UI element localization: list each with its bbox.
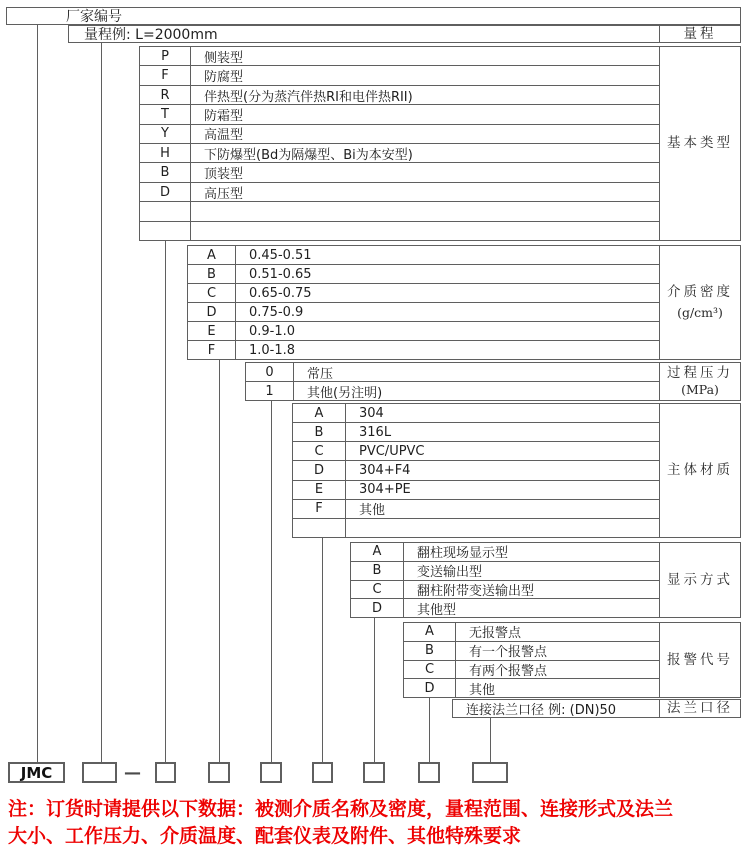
selection-block-alarm [403,622,741,698]
code-box-material [312,762,333,783]
category-label-display: 显示方式 [659,543,740,617]
manufacturer-number-row [6,7,741,25]
table-row [246,381,659,400]
table-row [140,182,659,201]
desc-cell: 304+PE [359,482,411,498]
code-cell: C [404,661,456,679]
manufacturer-number-label: 厂家编号 [66,9,122,25]
desc-cell: 其他(另注明) [307,385,383,400]
code-box-basic-type [155,762,176,783]
code-cell: C [293,442,346,460]
flange-row [452,699,741,718]
table-row-empty [140,201,659,220]
selection-block-display [350,542,741,618]
table-row [351,598,659,617]
code-cell: 1 [246,382,294,400]
desc-cell: 0.51-0.65 [249,266,312,282]
desc-cell: 顶装型 [204,167,244,182]
leader-line-alarm [429,698,430,762]
model-prefix-box [8,762,65,783]
desc-cell: 0.9-1.0 [249,323,296,339]
table-row [351,543,659,561]
code-cell: F [188,341,236,359]
table-row [140,124,659,143]
range-row [68,25,741,43]
range-example-text: 量程例: L=2000mm [84,27,218,42]
table-row-empty [140,221,659,240]
category-label-range: 量程 [659,26,740,42]
table-row-empty [293,518,659,537]
desc-cell [346,519,659,537]
code-box-range [82,762,117,783]
code-cell: Y [140,125,191,143]
table-row [188,321,659,340]
code-box-flange [472,762,508,783]
table-row [404,641,659,660]
table-row [404,660,659,679]
code-cell: B [404,642,456,660]
leader-line-material [322,538,323,762]
desc-cell: 翻柱现场显示型 [417,546,509,561]
table-row [293,441,659,460]
table-row [188,283,659,302]
desc-cell: 翻柱附带变送输出型 [417,583,535,599]
code-box-density [208,762,230,783]
desc-cell: 1.0-1.8 [249,342,296,358]
code-cell: C [351,581,404,599]
code-cell: D [404,679,456,697]
desc-cell: 316L [359,424,392,440]
leader-line-range [101,43,102,762]
code-cell: A [293,404,346,422]
code-box-display [363,762,385,783]
desc-cell: 0.75-0.9 [249,304,304,320]
code-cell: A [404,623,456,641]
table-row [246,363,659,381]
desc-cell: 无报警点 [469,626,522,641]
leader-line-density [219,360,220,762]
category-label-flange: 法兰口径 [659,700,740,717]
category-label-pressure: 过程压力 (MPa) [659,363,740,400]
ordering-note-line2: 大小、工作压力、介质温度、配套仪表及附件、其他特殊要求 [8,825,522,845]
table-row [351,580,659,599]
table-row [140,85,659,104]
table-row [140,65,659,84]
code-cell: B [140,163,191,181]
desc-cell: 有一个报警点 [469,645,548,660]
selection-block-basic-type [139,46,741,241]
desc-cell: 侧装型 [204,50,244,66]
model-prefix-label: JMC [20,763,53,782]
ordering-note [8,796,748,845]
desc-cell: 其他 [359,503,386,518]
category-label-density-unit: (g/cm³) [677,305,723,321]
desc-cell: 304 [359,405,384,421]
table-row [140,162,659,181]
code-cell: B [188,265,236,283]
code-cell: T [140,105,191,123]
code-cell: D [351,599,404,617]
table-row [293,499,659,518]
desc-cell: 常压 [307,366,334,381]
table-row [188,340,659,359]
category-label-alarm: 报警代号 [659,623,740,697]
table-row [188,264,659,283]
category-label-pressure-unit: (MPa) [681,382,719,398]
desc-cell [191,202,659,220]
flange-desc: 连接法兰口径 例: (DN)50 [466,703,617,717]
selection-block-pressure [245,362,741,401]
desc-cell: 其他 [469,682,496,697]
code-cell: A [351,543,404,561]
desc-cell: 防腐型 [204,70,244,85]
desc-cell: 下防爆型(Bd为隔爆型、Bi为本安型) [204,147,413,163]
desc-cell: 伴热型(分为蒸汽伴热RI和电伴热RII) [204,89,413,105]
category-label-material: 主体材质 [659,404,740,537]
desc-cell: 变送输出型 [417,565,483,580]
table-row [140,104,659,123]
table-row [404,678,659,697]
leader-line-manufacturer [37,25,38,762]
code-cell: P [140,47,191,65]
code-cell: R [140,86,191,104]
table-row [293,422,659,441]
table-row [404,623,659,641]
code-cell [140,222,191,240]
code-cell [140,202,191,220]
table-row [293,404,659,422]
code-cell: A [188,246,236,264]
category-label-density: 介质密度 (g/cm³) [659,246,740,359]
desc-cell: 0.45-0.51 [249,247,312,263]
model-separator: — [124,762,141,783]
code-cell [293,519,346,537]
desc-cell: 防霜型 [204,108,244,124]
code-cell: B [351,562,404,580]
code-box-alarm [418,762,440,783]
code-cell: F [140,66,191,84]
desc-cell [191,222,659,240]
desc-cell: PVC/UPVC [359,443,425,459]
code-cell: C [188,284,236,302]
table-row [188,302,659,321]
code-cell: E [188,322,236,340]
category-label-basic-type: 基本类型 [659,47,740,240]
desc-cell: 有两个报警点 [469,663,548,679]
desc-cell: 304+F4 [359,462,411,478]
selection-block-material [292,403,741,538]
leader-line-flange [490,718,491,762]
code-cell: E [293,481,346,499]
table-row [293,480,659,499]
desc-cell: 0.65-0.75 [249,285,312,301]
table-row [351,561,659,580]
selection-block-density [187,245,741,360]
code-cell: D [188,303,236,321]
code-cell: H [140,144,191,162]
table-row [188,246,659,264]
table-row [140,143,659,162]
code-cell: D [293,461,346,479]
desc-cell: 高温型 [204,128,244,144]
leader-line-basic-type [165,241,166,762]
code-cell: D [140,183,191,201]
table-row [293,460,659,479]
leader-line-display [374,618,375,762]
table-row [140,47,659,65]
ordering-note-line1: 注：订货时请提供以下数据：被测介质名称及密度，量程范围、连接形式及法兰 [8,798,674,820]
code-cell: 0 [246,363,294,381]
leader-line-pressure [271,401,272,762]
code-cell: B [293,423,346,441]
desc-cell: 其他型 [417,602,457,617]
code-box-pressure [260,762,282,783]
code-cell: F [293,500,346,518]
desc-cell: 高压型 [204,186,244,202]
